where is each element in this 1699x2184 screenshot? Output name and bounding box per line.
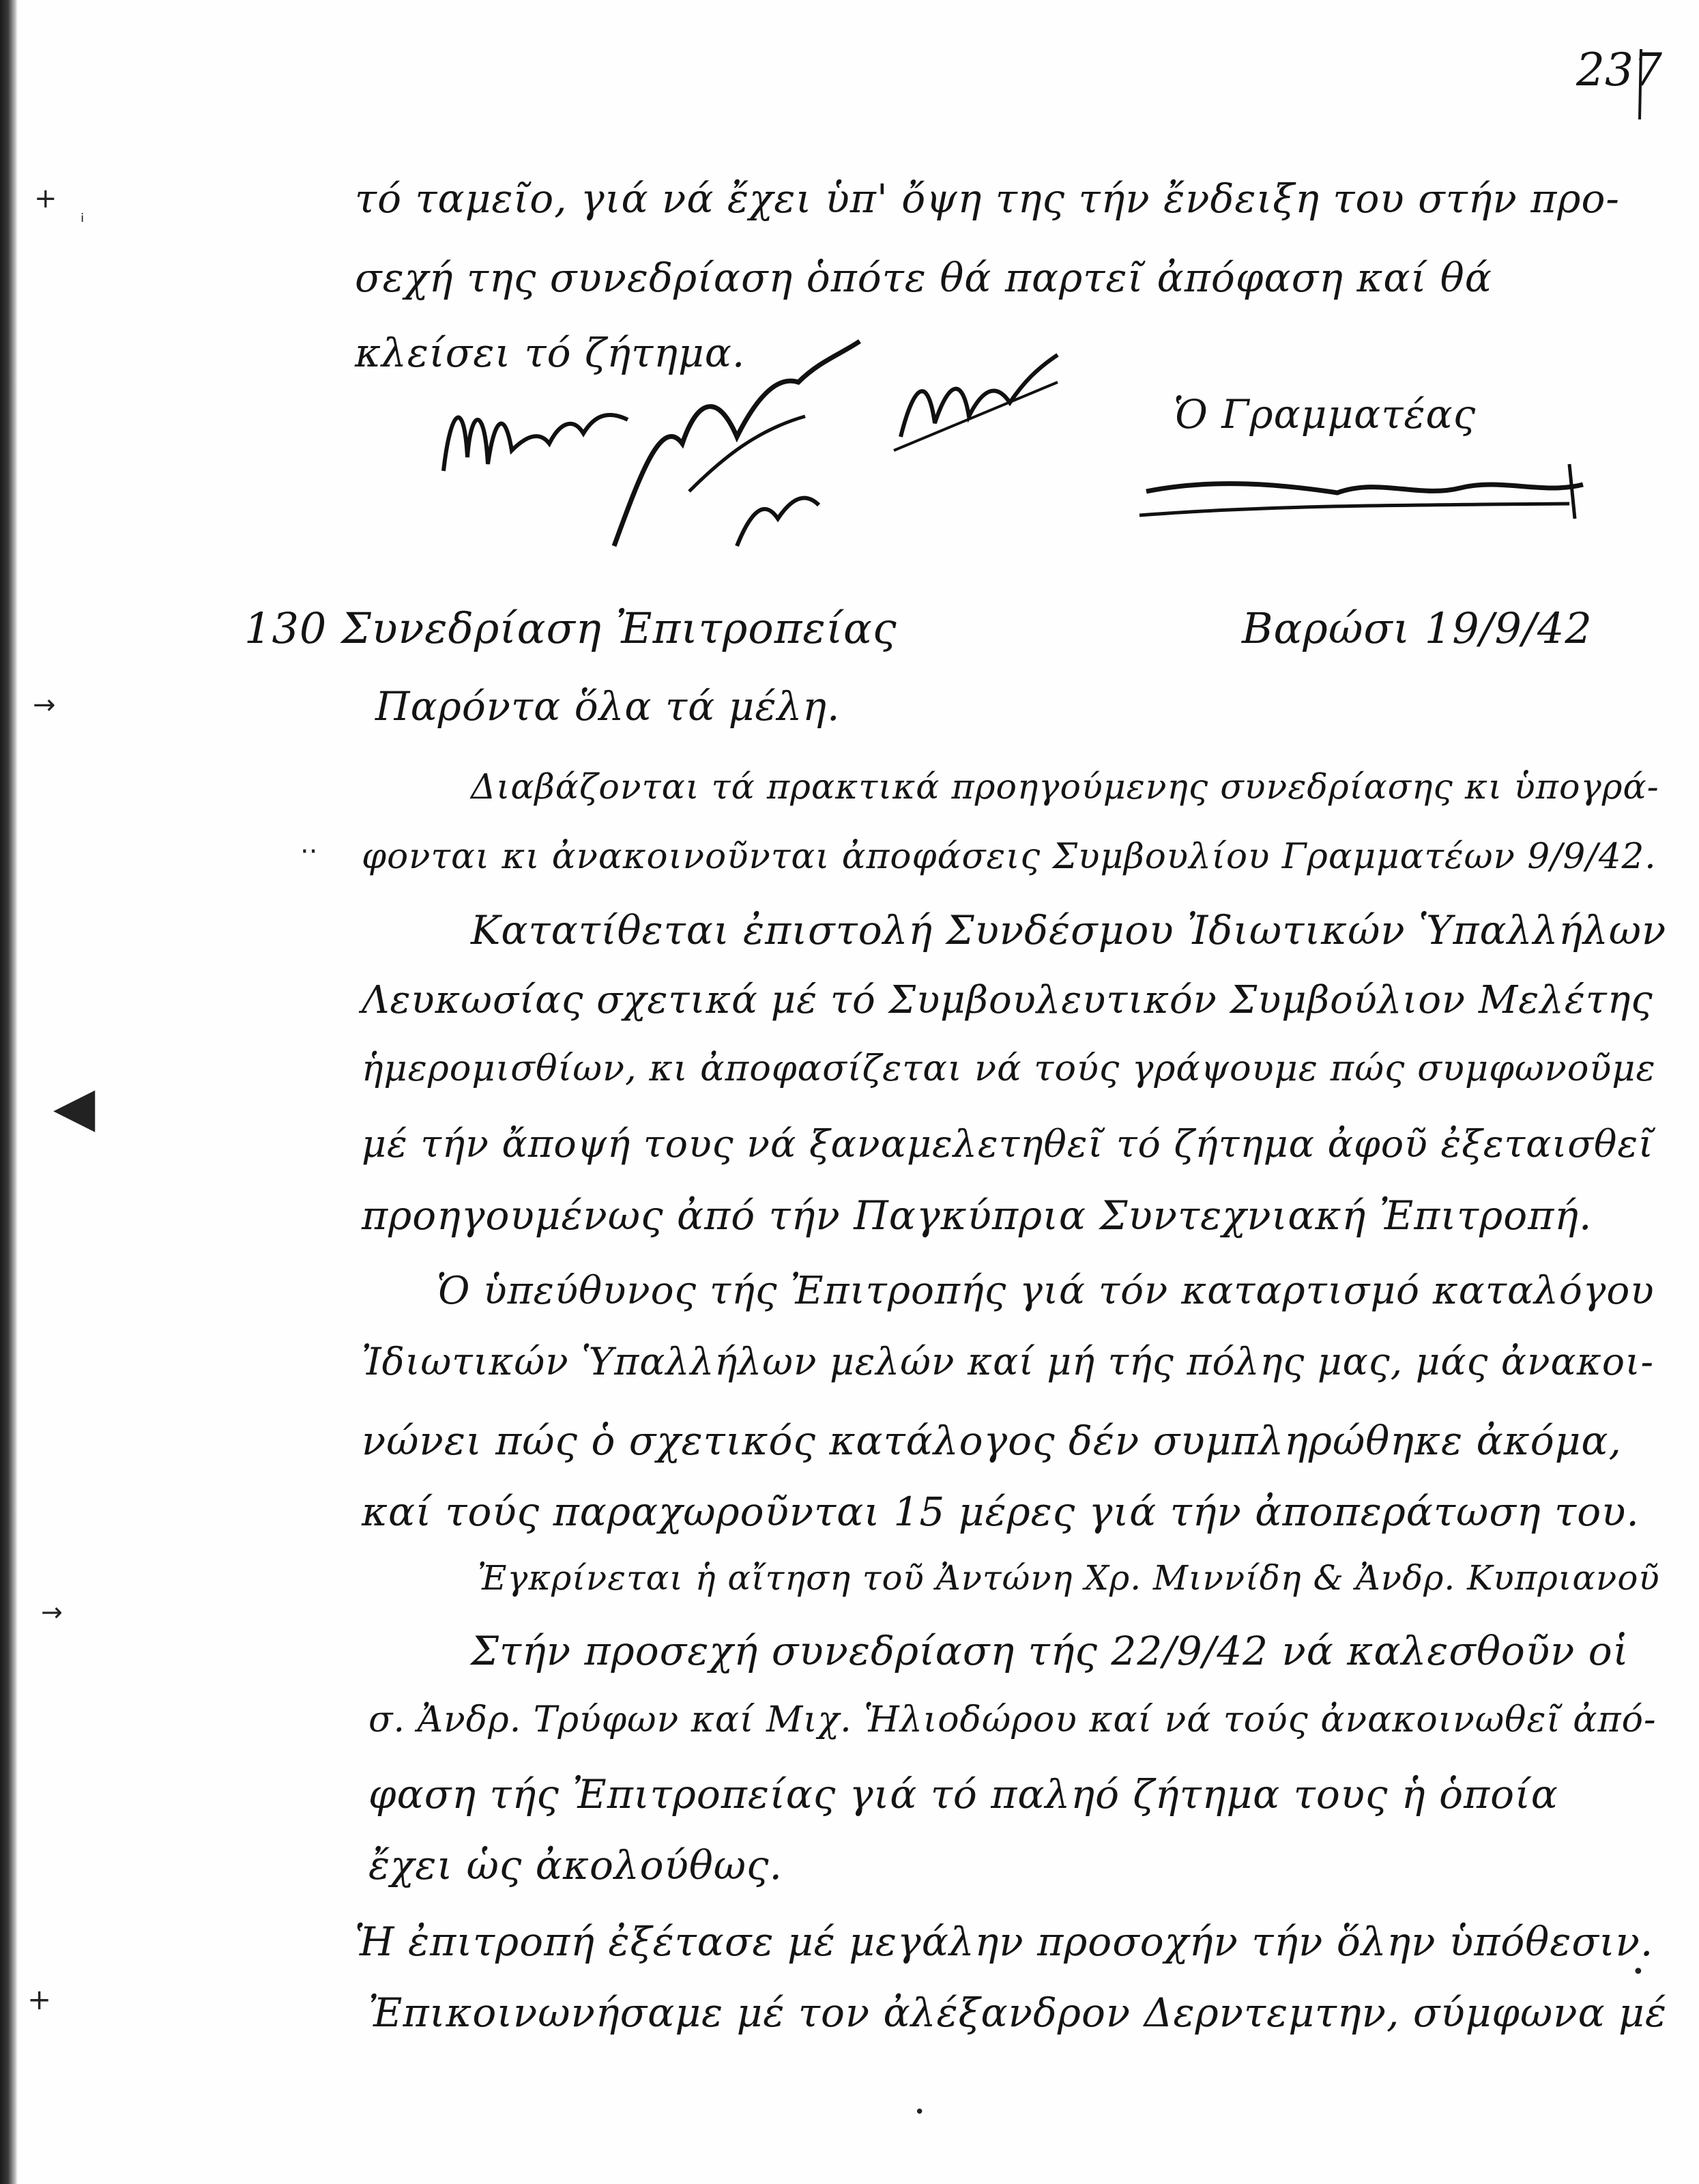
text-line-23: ἔχει ὡς ἀκολούθως. (368, 1842, 783, 1888)
text-line-2: σεχή της συνεδρίαση ὁπότε θά παρτεῖ ἀπόφαση καί θά (355, 255, 1492, 301)
text-line-15: Ὁ ὑπεύθυνος τής Ἐπιτροπής γιά τόν καταρτισμό καταλόγου (437, 1269, 1655, 1313)
text-line-19: Ἐγκρίνεται ἡ αἴτηση τοῦ Ἀντώνη Χρ. Μιννίδη & Ἀνδρ. Κυπριανοῦ (478, 1558, 1660, 1598)
margin-mark-dot-2: → (41, 1597, 63, 1627)
text-line-25: Ἐπικοινωνήσαμε μέ τον ἀλέξανδρον Δερντεμτην, σύμφωνα μέ (368, 1989, 1667, 2036)
text-line-21: σ. Ἀνδρ. Τρύφων καί Μιχ. Ἡλιοδώρου καί νά τούς ἀνακοινωθεῖ ἀπό- (368, 1699, 1657, 1740)
scan-left-edge (0, 0, 18, 2184)
text-line-8: Διαβάζονται τά πρακτικά προηγούμενης συνεδρίασης κι ὑπογρά- (471, 766, 1659, 807)
text-line-18: καί τούς παραχωροῦνται 15 μέρες γιά τήν ἀποπεράτωση του. (362, 1489, 1640, 1535)
text-line-10: Κατατίθεται ἐπιστολή Συνδέσμου Ἰδιωτικών Ὑπαλλήλων (471, 907, 1667, 953)
text-line-17: νώνει πώς ὁ σχετικός κατάλογος δέν συμπληρώθηκε ἀκόμα, (362, 1418, 1622, 1464)
text-line-22: φαση τής Ἐπιτροπείας γιά τό παληό ζήτημα τους ἡ ὁποία (368, 1771, 1558, 1817)
text-line-14: προηγουμένως ἀπό τήν Παγκύπρια Συντεχνιακή Ἐπιτροπή. (362, 1192, 1593, 1239)
margin-mark-arrow: ◀ (53, 1075, 96, 1138)
text-line-12: ἡμερομισθίων, κι ἀποφασίζεται νά τούς γράψουμε πώς συμφωνοῦμε (362, 1048, 1656, 1089)
ink-dot-2: • (914, 2102, 925, 2123)
signature-3 (887, 341, 1064, 457)
margin-mark-plus: + (34, 183, 57, 214)
text-line-13: μέ τήν ἄποψή τους νά ξαναμελετηθεῖ τό ζήτημα ἀφοῦ ἐξεταισθεῖ (362, 1123, 1654, 1166)
margin-mark-plus-2: + (27, 1983, 52, 2016)
page-number-underline (1634, 48, 1648, 123)
ink-dot: • (1632, 1960, 1644, 1984)
text-line-9: φονται κι ἀνακοινοῦνται ἀποφάσεις Συμβουλίου Γραμματέων 9/9/42. (362, 836, 1657, 877)
signature-2 (600, 334, 887, 560)
session-date: Βαρώσι 19/9/42 (1242, 603, 1593, 653)
page-number: 237 (1576, 44, 1662, 96)
session-heading: 130 Συνεδρίαση Ἐπιτροπείας (244, 603, 897, 653)
margin-mark-ellipsis: ·· (300, 836, 318, 867)
text-line-11: Λευκωσίας σχετικά μέ τό Συμβουλευτικόν Συμβούλιον Μελέτης (362, 978, 1653, 1022)
attendance-line: Παρόντα ὅλα τά μέλη. (375, 683, 841, 730)
text-line-20: Στήν προσεχή συνεδρίαση τής 22/9/42 νά καλεσθοῦν οἱ (471, 1628, 1629, 1674)
secretary-label: Ὁ Γραμματέας (1174, 391, 1477, 437)
margin-mark-dash: → (33, 689, 56, 721)
secretary-signature (1133, 450, 1603, 526)
text-line-16: Ἰδιωτικών Ὑπαλλήλων μελών καί μή τής πόλης μας, μάς ἀνακοι- (362, 1340, 1655, 1383)
text-line-1: τό ταμεῖο, γιά νά ἔχει ὑπ' ὄψη της τήν ἔνδειξη του στήν προ- (355, 175, 1620, 222)
text-line-3: κλείσει τό ζήτημα. (355, 330, 746, 376)
text-line-24: Ἡ ἐπιτροπή ἐξέτασε μέ μεγάλην προσοχήν τήν ὅλην ὑπόθεσιν. (355, 1919, 1654, 1965)
margin-mark-dot: ᵢ (81, 203, 85, 227)
